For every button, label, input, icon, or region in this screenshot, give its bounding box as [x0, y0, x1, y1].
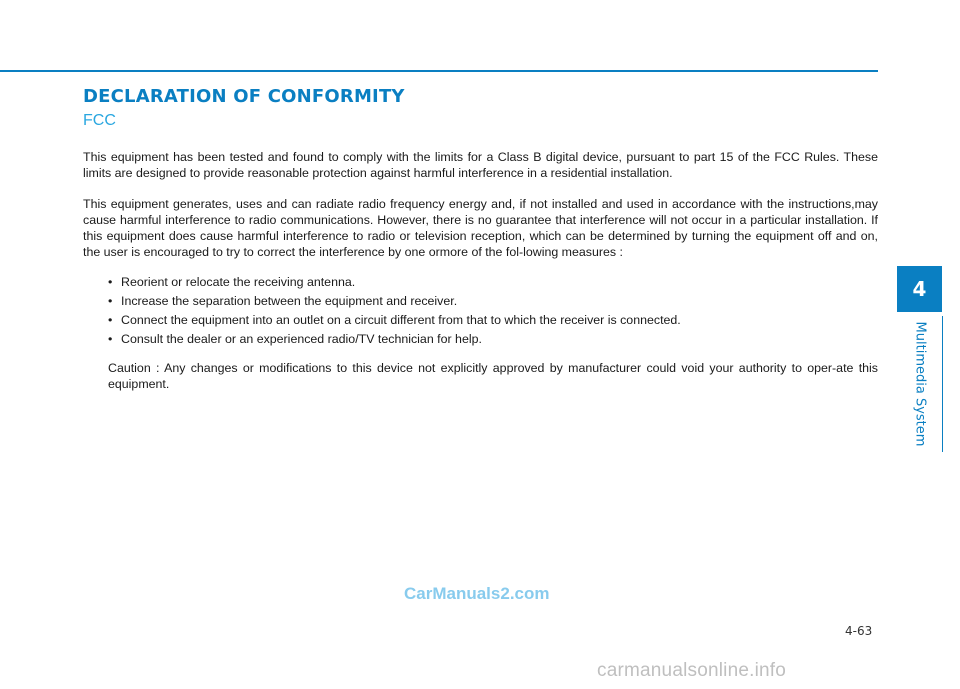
- content-body: [83, 149, 878, 392]
- list-item: • Consult the dealer or an experienced radio/TV technician for help.: [108, 332, 482, 346]
- list-item: • Connect the equipment into an outlet on a circuit different from that to which the receiver is connected.: [108, 313, 681, 327]
- paragraph-interference: This equipment generates, uses and can radiate radio frequency energy and, if not installed and used in accordance with the instructions,may cause harmful interference to radio communications. However, there is no guarantee that interference will not occur in a particular installation. If this equipment does cause harmful interference to radio or television reception, which can be determined by turning the equipment off and on, the user is encouraged to try to correct the interference by one ormore of the fol-lowing measures :: [83, 197, 878, 259]
- page-number: 4-63: [845, 624, 873, 638]
- bullet-dot-icon: •: [108, 275, 113, 289]
- header-rule: [0, 70, 878, 72]
- bullet-dot-icon: •: [108, 313, 113, 327]
- paragraph-compliance: This equipment has been tested and found to comply with the limits for a Class B digital device, pursuant to part 15 of the FCC Rules. These limits are designed to provide reasonable protection against harmful interference in a residential installation.: [83, 150, 878, 180]
- bullet-dot-icon: •: [108, 294, 113, 308]
- chapter-label: Multimedia System: [912, 321, 928, 447]
- section-title: DECLARATION OF CONFORMITY: [83, 86, 405, 107]
- watermark-carmanualsonline[interactable]: carmanualsonline.info: [597, 660, 787, 681]
- bullet-dot-icon: •: [108, 332, 113, 346]
- caution-note: Caution : Any changes or modifications to this device not explicitly approved by manufacturer could void your authority to oper-ate this equipment.: [108, 361, 878, 391]
- measures-list: [83, 274, 878, 347]
- chapter-tab: 4: [897, 266, 942, 312]
- list-item: • Increase the separation between the equipment and receiver.: [108, 294, 458, 308]
- subsection-title: FCC: [83, 112, 116, 129]
- list-item: • Reorient or relocate the receiving antenna.: [108, 275, 356, 289]
- chapter-side-rule: [942, 316, 943, 452]
- watermark-carmanuals[interactable]: CarManuals2.com: [404, 584, 550, 603]
